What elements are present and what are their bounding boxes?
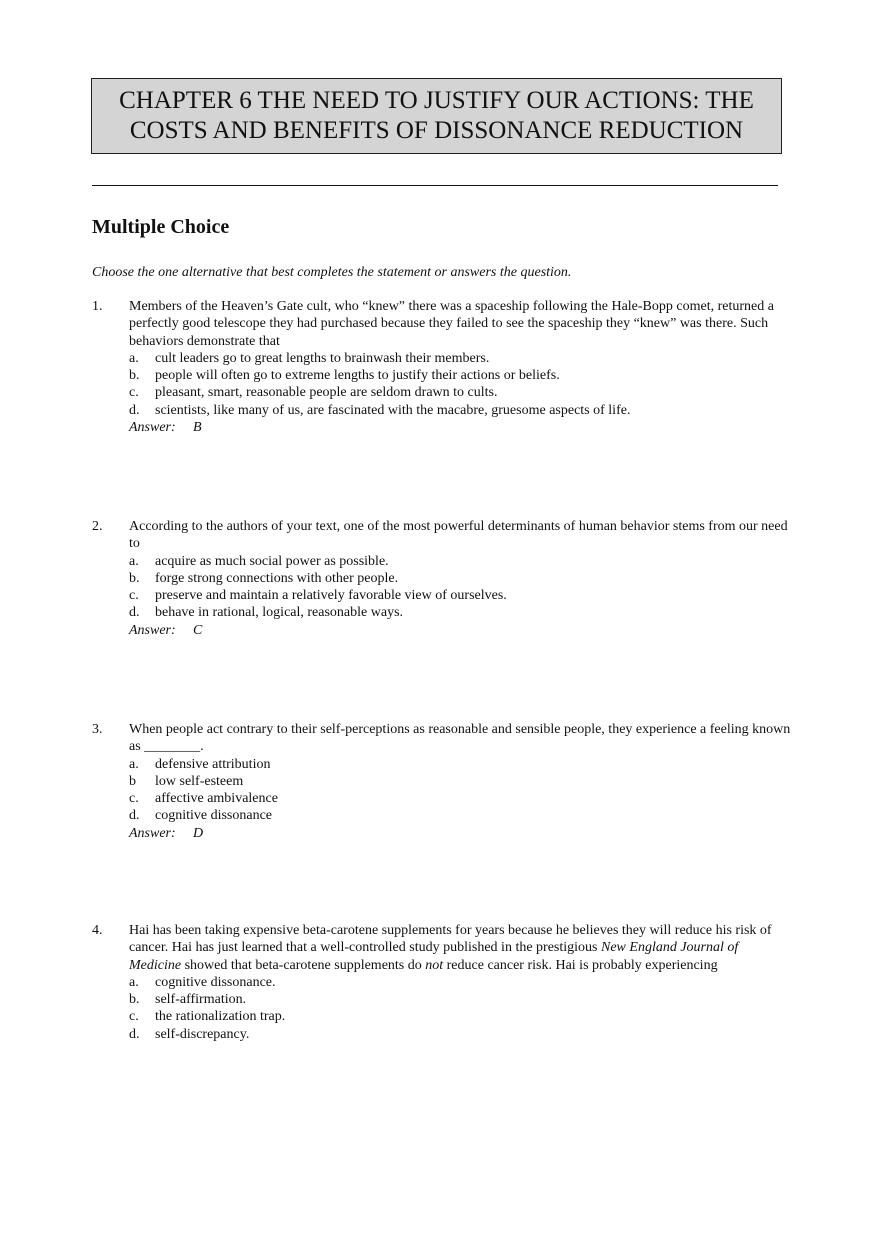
choice-letter: d. [129, 402, 140, 418]
chapter-title-line-2: COSTS AND BENEFITS OF DISSONANCE REDUCTION [129, 117, 744, 144]
choice-c [129, 384, 792, 401]
choice-letter: b. [129, 368, 140, 384]
question-3 [92, 721, 792, 842]
choice-letter: b [129, 773, 136, 789]
choice-text: pleasant, smart, reasonable people are seldom drawn to cults. [155, 385, 498, 401]
question-number: 1. [92, 299, 103, 314]
choice-letter: c. [129, 1009, 139, 1025]
choice-letter: d. [129, 605, 140, 621]
answer-label: Answer: [129, 420, 176, 436]
choice-letter: a. [129, 350, 139, 366]
choice-c [129, 1008, 792, 1025]
choice-a [129, 350, 792, 367]
answer-line [129, 825, 792, 842]
choice-b [129, 570, 792, 587]
answer-value: D [193, 825, 204, 841]
chapter-title-line-1: CHAPTER 6 THE NEED TO JUSTIFY OUR ACTIONS: THE [119, 87, 754, 114]
choice-c [129, 790, 792, 807]
answer-value: B [193, 420, 202, 436]
chapter-title-box [91, 78, 782, 154]
choice-text: people will often go to extreme lengths to justify their actions or beliefs. [155, 368, 560, 384]
choice-text: defensive attribution [155, 756, 271, 772]
emphasis-not: not [425, 957, 444, 973]
choice-letter: a. [129, 974, 139, 990]
choice-text: cognitive dissonance [155, 808, 273, 824]
choice-letter: a. [129, 756, 139, 772]
question-stem [129, 922, 792, 974]
answer-label: Answer: [129, 622, 176, 638]
choice-text: affective ambivalence [155, 791, 278, 807]
choice-text: self-discrepancy. [155, 1026, 250, 1042]
choice-d [129, 402, 792, 419]
answer-value: C [193, 622, 203, 638]
stem-text: showed that beta-carotene supplements do [181, 957, 426, 973]
choice-letter: c. [129, 588, 139, 604]
choice-d [129, 1026, 792, 1043]
choice-letter: d. [129, 808, 140, 824]
question-stem: Members of the Heaven’s Gate cult, who “knew” there was a spaceship following the Hale-Bopp comet, returned a perfectly good telescope they had purchased because they failed to see the spaceship they “knew” was there. Such behaviors demonstrate that [129, 299, 774, 349]
choice-text: the rationalization trap. [155, 1009, 286, 1025]
choice-a [129, 553, 792, 570]
stem-text: Hai has been taking expensive beta-carotene supplements for years because he believes they will reduce his risk of cancer. Hai has just learned that a well-controlled study published in the prestigious [129, 923, 772, 956]
choice-b [129, 367, 792, 384]
choice-letter: c. [129, 791, 139, 807]
question-2 [92, 518, 792, 639]
choice-text: scientists, like many of us, are fascinated with the macabre, gruesome aspects of life. [155, 402, 631, 418]
choice-text: behave in rational, logical, reasonable ways. [155, 605, 404, 621]
question-stem: When people act contrary to their self-perceptions as reasonable and sensible people, they experience a feeling known as ________. [129, 722, 791, 755]
choice-letter: d. [129, 1026, 140, 1042]
choice-a [129, 756, 792, 773]
instructions: Choose the one alternative that best completes the statement or answers the question. [92, 265, 572, 280]
choice-b [129, 991, 792, 1008]
choice-text: cognitive dissonance. [155, 974, 276, 990]
choice-text: forge strong connections with other people. [155, 570, 399, 586]
choice-text: self-affirmation. [155, 992, 247, 1008]
choice-text: low self-esteem [155, 773, 244, 789]
answer-label: Answer: [129, 825, 176, 841]
choice-text: cult leaders go to great lengths to brainwash their members. [155, 350, 490, 366]
journal-title: New England Journal of Medicine [129, 940, 739, 973]
question-stem: According to the authors of your text, one of the most powerful determinants of human behavior stems from our need to [129, 519, 788, 552]
answer-line [129, 419, 792, 436]
section-title: Multiple Choice [92, 216, 230, 238]
choice-d [129, 807, 792, 824]
choice-letter: b. [129, 992, 140, 1008]
choice-text: acquire as much social power as possible. [155, 553, 389, 569]
question-4 [92, 922, 792, 1043]
answer-line [129, 622, 792, 639]
choice-letter: c. [129, 385, 139, 401]
question-number: 3. [92, 722, 103, 737]
choice-c [129, 587, 792, 604]
stem-text: reduce cancer risk. Hai is probably experiencing [443, 957, 718, 973]
choice-a [129, 974, 792, 991]
question-number: 4. [92, 923, 103, 938]
choice-d [129, 604, 792, 621]
choice-letter: b. [129, 570, 140, 586]
question-1 [92, 298, 792, 436]
choice-letter: a. [129, 553, 139, 569]
question-number: 2. [92, 519, 103, 534]
horizontal-rule [92, 185, 778, 186]
choice-text: preserve and maintain a relatively favorable view of ourselves. [155, 588, 507, 604]
choice-b [129, 773, 792, 790]
